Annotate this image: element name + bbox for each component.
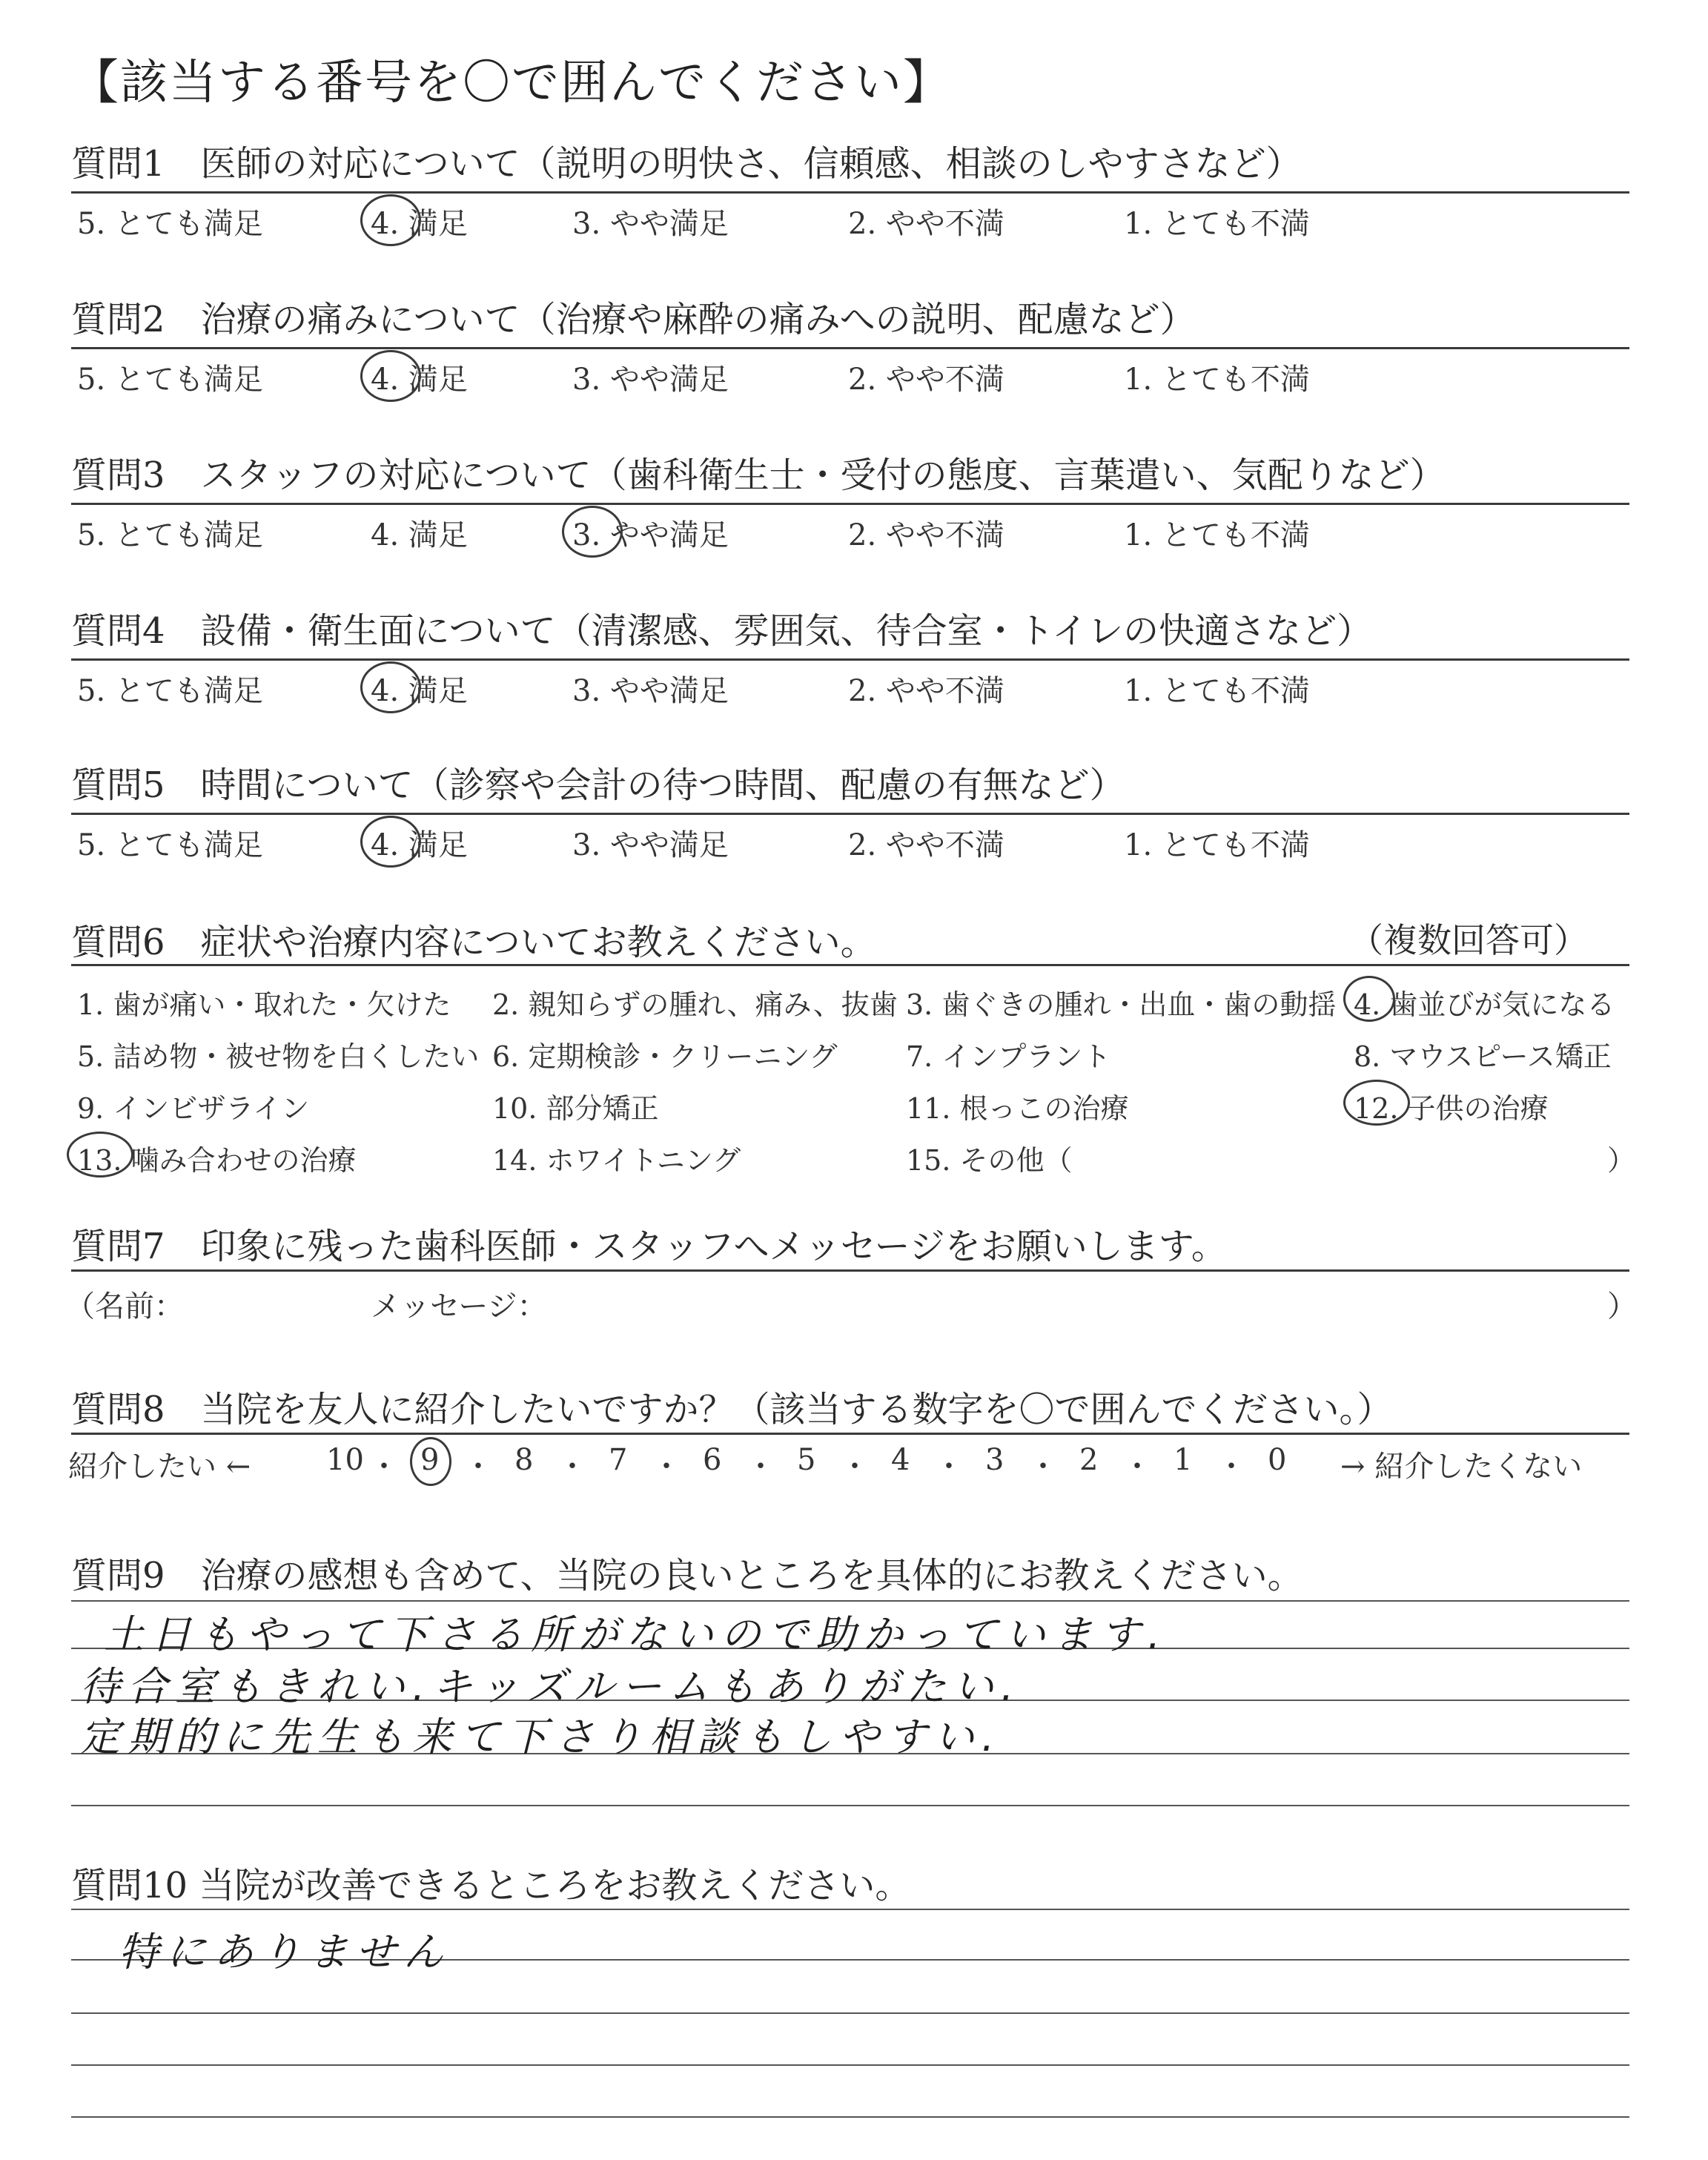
q8-separator: ・ xyxy=(463,1450,493,1484)
q8-scale-number[interactable]: 0 xyxy=(1268,1443,1287,1477)
q8-separator: ・ xyxy=(840,1450,870,1484)
q1-option[interactable]: 2. やや不満 xyxy=(848,207,1004,241)
q7-message-label: メッセージ： xyxy=(371,1289,547,1324)
q8-scale-number[interactable]: 10 xyxy=(326,1443,364,1477)
q8-separator: ・ xyxy=(1028,1450,1058,1484)
q2-option[interactable]: 2. やや不満 xyxy=(848,363,1004,397)
q1-title: 質問1 医師の対応について（説明の明快さ、信頼感、相談のしやすさなど） xyxy=(71,143,1302,185)
q6-title: 質問6 症状や治療内容についてお教えください。 xyxy=(71,922,876,963)
q3-option[interactable]: 1. とても不満 xyxy=(1124,518,1310,552)
q8-separator: ・ xyxy=(557,1450,587,1484)
q7-rule xyxy=(71,1269,1629,1272)
q3-option[interactable]: 3. やや満足 xyxy=(572,518,729,552)
q8-scale-number[interactable]: 2 xyxy=(1079,1443,1099,1477)
q8-title: 質問8 当院を友人に紹介したいですか？（該当する数字を〇で囲んでください。） xyxy=(71,1389,1393,1430)
q5-option[interactable]: 1. とても不満 xyxy=(1124,828,1310,862)
q4-option[interactable]: 3. やや満足 xyxy=(572,674,729,708)
q6-option[interactable]: 3. 歯ぐきの腫れ・出血・歯の動揺 xyxy=(906,988,1337,1021)
q8-scale-number[interactable]: 3 xyxy=(985,1443,1004,1477)
q6-option[interactable]: 14. ホワイトニング xyxy=(492,1144,741,1177)
q8-separator: ・ xyxy=(1122,1450,1152,1484)
q2-option[interactable]: 3. やや満足 xyxy=(572,363,729,397)
q4-title: 質問4 設備・衛生面について（清潔感、雰囲気、待合室・トイレの快適さなど） xyxy=(71,610,1373,652)
q6-option[interactable]: 1. 歯が痛い・取れた・欠けた xyxy=(77,988,451,1021)
q8-separator: ・ xyxy=(746,1450,775,1484)
q5-option[interactable]: 2. やや不満 xyxy=(848,828,1004,862)
q6-note: （複数回答可） xyxy=(1349,920,1588,960)
q4-option[interactable]: 4. 満足 xyxy=(371,674,468,708)
q6-option[interactable]: 15. その他（ xyxy=(906,1144,1073,1177)
q6-option[interactable]: 4. 歯並びが気になる xyxy=(1354,988,1615,1021)
q6-option[interactable]: 2. 親知らずの腫れ、痛み、抜歯 xyxy=(492,988,898,1021)
q1-option[interactable]: 3. やや満足 xyxy=(572,207,729,241)
q10-line-4 xyxy=(71,2116,1629,2118)
q8-separator: ・ xyxy=(652,1450,681,1484)
q6-rule xyxy=(71,964,1629,966)
q9-answer-line: 定期的に先生も来て下さり相談もしやすい. xyxy=(80,1714,1002,1760)
q2-title: 質問2 治療の痛みについて（治療や麻酔の痛みへの説明、配慮など） xyxy=(71,299,1196,340)
q4-option[interactable]: 2. やや不満 xyxy=(848,674,1004,708)
q8-scale-number[interactable]: 9 xyxy=(420,1443,440,1477)
q6-option[interactable]: 13. 噛み合わせの治療 xyxy=(77,1144,357,1177)
q6-option[interactable]: 9. インビザライン xyxy=(77,1092,310,1125)
q9-title: 質問9 治療の感想も含めて、当院の良いところを具体的にお教えください。 xyxy=(71,1555,1303,1596)
q2-option[interactable]: 5. とても満足 xyxy=(77,363,263,397)
q8-scale-number[interactable]: 4 xyxy=(891,1443,910,1477)
q8-scale-number[interactable]: 7 xyxy=(609,1443,628,1477)
q5-rule xyxy=(71,813,1629,815)
q2-rule xyxy=(71,347,1629,349)
q1-option[interactable]: 1. とても不満 xyxy=(1124,207,1310,241)
q8-scale-number[interactable]: 1 xyxy=(1174,1443,1193,1477)
q2-option[interactable]: 4. 満足 xyxy=(371,363,468,397)
q10-line-0 xyxy=(71,1909,1629,1910)
q6-option[interactable]: 11. 根っこの治療 xyxy=(906,1092,1129,1125)
q7-name-label: （名前： xyxy=(65,1289,184,1324)
q10-line-2 xyxy=(71,2012,1629,2014)
q6-option[interactable]: 10. 部分矯正 xyxy=(492,1092,659,1125)
q8-separator: ・ xyxy=(934,1450,964,1484)
q8-separator: ・ xyxy=(369,1450,399,1484)
q9-answer-line: 土日もやって下さる所がないので助かっています. xyxy=(104,1611,1168,1658)
q8-right-label: → 紹介したくない xyxy=(1340,1450,1583,1484)
q6-option[interactable]: 6. 定期検診・クリーニング xyxy=(492,1040,838,1073)
q3-rule xyxy=(71,503,1629,505)
q6-option[interactable]: 7. インプラント xyxy=(906,1040,1111,1073)
q8-scale-number[interactable]: 5 xyxy=(797,1443,816,1477)
q3-option[interactable]: 2. やや不満 xyxy=(848,518,1004,552)
q4-rule xyxy=(71,658,1629,661)
q9-answer-line: 待合室もきれい.キッズルームもありがたい. xyxy=(80,1663,1022,1710)
q5-option[interactable]: 3. やや満足 xyxy=(572,828,729,862)
q8-scale-number[interactable]: 6 xyxy=(703,1443,722,1477)
q8-rule xyxy=(71,1433,1629,1435)
q10-title: 質問10 当院が改善できるところをお教えください。 xyxy=(71,1865,911,1906)
q9-line-4 xyxy=(71,1805,1629,1806)
q10-answer-line: 特にありません xyxy=(119,1929,451,1975)
q8-left-label: 紹介したい ← xyxy=(68,1450,251,1484)
q5-option[interactable]: 5. とても満足 xyxy=(77,828,263,862)
page-title: 【該当する番号を〇で囲んでください】 xyxy=(71,56,952,110)
q1-option[interactable]: 4. 満足 xyxy=(371,207,468,241)
q3-title: 質問3 スタッフの対応について（歯科衛生士・受付の態度、言葉遣い、気配りなど） xyxy=(71,455,1446,496)
q9-line-0 xyxy=(71,1600,1629,1602)
q6-option[interactable]: 5. 詰め物・被せ物を白くしたい xyxy=(77,1040,480,1073)
q5-title: 質問5 時間について（診察や会計の待つ時間、配慮の有無など） xyxy=(71,764,1125,806)
q4-option[interactable]: 5. とても満足 xyxy=(77,674,263,708)
q5-option[interactable]: 4. 満足 xyxy=(371,828,468,862)
q1-option[interactable]: 5. とても満足 xyxy=(77,207,263,241)
q8-separator: ・ xyxy=(1217,1450,1246,1484)
q7-close-paren: ） xyxy=(1607,1289,1637,1324)
q6-option[interactable]: 12. 子供の治療 xyxy=(1354,1092,1549,1125)
q6-close-paren: ） xyxy=(1607,1144,1636,1177)
q6-option[interactable]: 8. マウスピース矯正 xyxy=(1354,1040,1612,1073)
q10-line-3 xyxy=(71,2064,1629,2066)
q3-option[interactable]: 4. 満足 xyxy=(371,518,468,552)
q4-option[interactable]: 1. とても不満 xyxy=(1124,674,1310,708)
q8-scale-number[interactable]: 8 xyxy=(514,1443,534,1477)
q3-option[interactable]: 5. とても満足 xyxy=(77,518,263,552)
q1-rule xyxy=(71,191,1629,194)
q2-option[interactable]: 1. とても不満 xyxy=(1124,363,1310,397)
q7-title: 質問7 印象に残った歯科医師・スタッフへメッセージをお願いします。 xyxy=(71,1226,1227,1267)
